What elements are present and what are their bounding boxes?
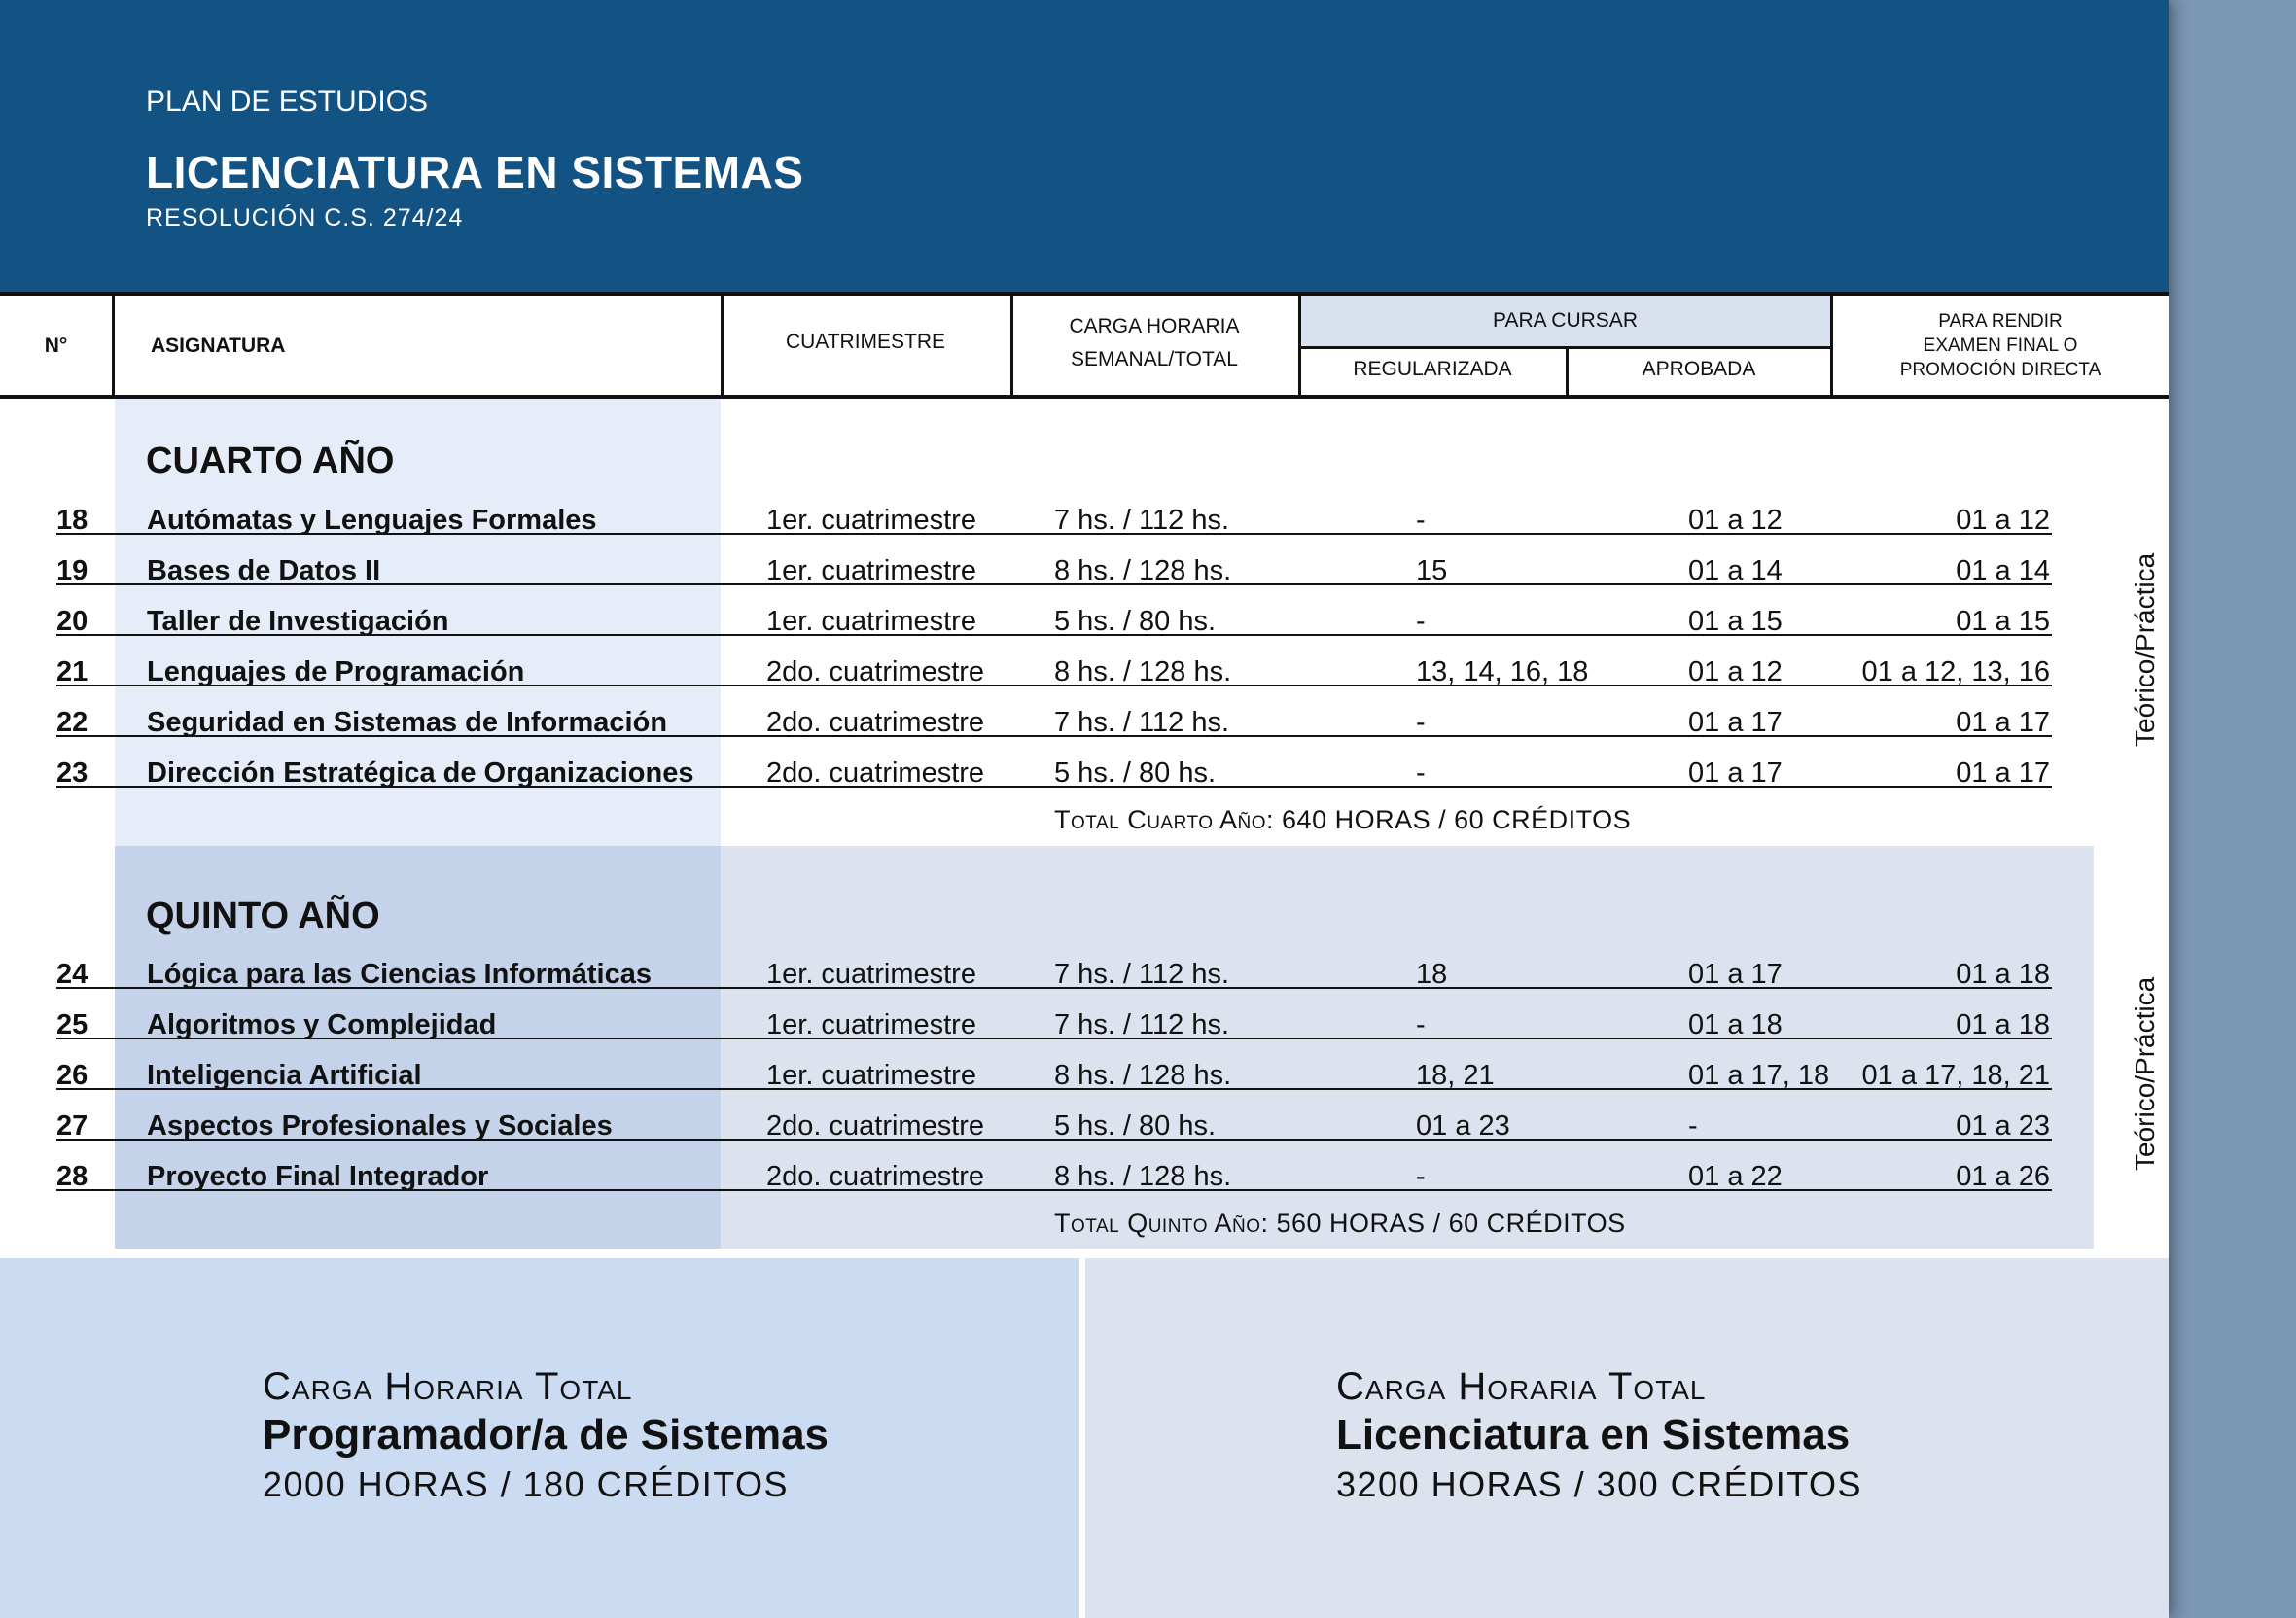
cell-rendir: 01 a 23 (1956, 1110, 2050, 1142)
cell-regularizada: 18 (1416, 959, 1448, 990)
table-row (56, 989, 2052, 1039)
col-para-cursar-header: PARA CURSAR (1493, 309, 1638, 332)
table-row (56, 737, 2052, 788)
cell-num: 22 (56, 707, 88, 738)
cell-num: 21 (56, 656, 88, 687)
cell-regularizada: 01 a 23 (1416, 1110, 1510, 1142)
footer-label: Carga Horaria Total (1336, 1365, 1707, 1408)
cell-cuatrimestre: 1er. cuatrimestre (766, 505, 976, 536)
cell-aprobada: 01 a 14 (1688, 555, 1783, 586)
cell-asignatura: Inteligencia Artificial (147, 1060, 422, 1091)
cell-regularizada: - (1416, 1161, 1426, 1192)
cell-carga: 5 hs. / 80 hs. (1054, 757, 1217, 789)
table-row (56, 636, 2052, 686)
cell-carga: 8 hs. / 128 hs. (1054, 1060, 1232, 1091)
table-row (56, 1141, 2052, 1191)
cell-regularizada: 18, 21 (1416, 1060, 1495, 1091)
col-cuatrimestre-header: CUATRIMESTRE (785, 331, 946, 353)
page-title: LICENCIATURA EN SISTEMAS (146, 147, 804, 197)
cell-asignatura: Taller de Investigación (147, 606, 449, 637)
cell-aprobada: 01 a 17 (1688, 707, 1783, 738)
cell-num: 26 (56, 1060, 88, 1091)
cell-num: 24 (56, 959, 88, 990)
total-cuarto: Total Cuarto Año: 640 HORAS / 60 CRÉDITOS (1054, 805, 1632, 834)
cell-rendir: 01 a 14 (1956, 555, 2050, 586)
plan-label: PLAN DE ESTUDIOS (146, 86, 429, 118)
cell-regularizada: - (1416, 505, 1426, 536)
cell-aprobada: 01 a 17 (1688, 959, 1783, 990)
cell-rendir: 01 a 26 (1956, 1161, 2050, 1192)
cell-rendir: 01 a 15 (1956, 606, 2050, 637)
cell-cuatrimestre: 1er. cuatrimestre (766, 1009, 976, 1040)
cell-aprobada: 01 a 15 (1688, 606, 1783, 637)
cell-num: 23 (56, 757, 88, 789)
cell-carga: 5 hs. / 80 hs. (1054, 606, 1217, 637)
footer-hours: 2000 HORAS / 180 CRÉDITOS (263, 1464, 790, 1504)
table-row (56, 1090, 2052, 1141)
cell-rendir: 01 a 12, 13, 16 (1861, 656, 2050, 687)
cell-regularizada: - (1416, 606, 1426, 637)
table-header (0, 292, 2169, 399)
footer-degree-name: Licenciatura en Sistemas (1336, 1411, 1851, 1459)
footer-hours: 3200 HORAS / 300 CRÉDITOS (1336, 1464, 1863, 1504)
footer-degree-name: Programador/a de Sistemas (263, 1411, 830, 1459)
cell-aprobada: 01 a 22 (1688, 1161, 1783, 1192)
cell-regularizada: - (1416, 757, 1426, 789)
cell-aprobada: 01 a 17 (1688, 757, 1783, 789)
cell-carga: 7 hs. / 112 hs. (1054, 505, 1230, 536)
col-carga-header-line2: SEMANAL/TOTAL (1071, 348, 1238, 370)
cell-aprobada: 01 a 17, 18 (1688, 1060, 1830, 1091)
table-row (56, 535, 2052, 585)
cell-asignatura: Bases de Datos II (147, 555, 381, 586)
cell-carga: 5 hs. / 80 hs. (1054, 1110, 1217, 1142)
col-rendir-header-line2: EXAMEN FINAL O (1923, 335, 2078, 356)
table-row (56, 484, 2052, 535)
cell-num: 18 (56, 505, 88, 536)
cell-asignatura: Seguridad en Sistemas de Información (147, 707, 668, 738)
cell-asignatura: Lenguajes de Programación (147, 656, 525, 687)
cell-asignatura: Autómatas y Lenguajes Formales (147, 505, 597, 536)
cell-carga: 7 hs. / 112 hs. (1054, 959, 1230, 990)
cell-carga: 7 hs. / 112 hs. (1054, 1009, 1230, 1040)
cell-asignatura: Lógica para las Ciencias Informáticas (147, 959, 652, 990)
cell-num: 27 (56, 1110, 88, 1142)
cell-asignatura: Aspectos Profesionales y Sociales (147, 1110, 613, 1142)
cell-rendir: 01 a 17, 18, 21 (1861, 1060, 2050, 1091)
cell-aprobada: - (1688, 1110, 1698, 1142)
col-regularizada-header: REGULARIZADA (1353, 358, 1512, 380)
cell-rendir: 01 a 18 (1956, 959, 2050, 990)
table-row (56, 938, 2052, 989)
cell-num: 25 (56, 1009, 88, 1040)
cell-rendir: 01 a 17 (1956, 757, 2050, 789)
cell-aprobada: 01 a 12 (1688, 505, 1783, 536)
cell-carga: 8 hs. / 128 hs. (1054, 555, 1232, 586)
section-title-quinto: QUINTO AÑO (146, 896, 380, 936)
cell-rendir: 01 a 17 (1956, 707, 2050, 738)
cell-regularizada: - (1416, 707, 1426, 738)
total-quinto: Total Quinto Año: 560 HORAS / 60 CRÉDITOS (1054, 1209, 1626, 1238)
cell-cuatrimestre: 2do. cuatrimestre (766, 757, 985, 789)
cell-cuatrimestre: 2do. cuatrimestre (766, 1161, 985, 1192)
cell-asignatura: Algoritmos y Complejidad (147, 1009, 497, 1040)
side-label-quinto: Teórico/Práctica (2130, 976, 2160, 1171)
col-rendir-header-line1: PARA RENDIR (1938, 311, 2063, 332)
table-row (56, 585, 2052, 636)
col-rendir-header-line3: PROMOCIÓN DIRECTA (1899, 360, 2102, 380)
total-licenciatura-box (1085, 1258, 2169, 1618)
cell-aprobada: 01 a 18 (1688, 1009, 1783, 1040)
table-row (56, 1039, 2052, 1090)
col-carga-header-line1: CARGA HORARIA (1069, 315, 1240, 337)
cell-regularizada: 15 (1416, 555, 1448, 586)
cell-cuatrimestre: 1er. cuatrimestre (766, 959, 976, 990)
cell-carga: 7 hs. / 112 hs. (1054, 707, 1230, 738)
col-aprobada-header: APROBADA (1642, 358, 1756, 380)
resolution-label: RESOLUCIÓN C.S. 274/24 (146, 204, 464, 231)
cell-asignatura: Dirección Estratégica de Organizaciones (147, 757, 694, 789)
cell-carga: 8 hs. / 128 hs. (1054, 656, 1232, 687)
cell-rendir: 01 a 18 (1956, 1009, 2050, 1040)
cell-carga: 8 hs. / 128 hs. (1054, 1161, 1232, 1192)
cell-aprobada: 01 a 12 (1688, 656, 1783, 687)
table-row (56, 686, 2052, 737)
col-asignatura-header: ASIGNATURA (151, 334, 286, 357)
cell-cuatrimestre: 2do. cuatrimestre (766, 707, 985, 738)
cell-cuatrimestre: 2do. cuatrimestre (766, 656, 985, 687)
side-label-cuarto: Teórico/Práctica (2130, 552, 2160, 747)
cell-regularizada: - (1416, 1009, 1426, 1040)
divider (112, 296, 115, 395)
cell-regularizada: 13, 14, 16, 18 (1416, 656, 1589, 687)
cell-cuatrimestre: 1er. cuatrimestre (766, 555, 976, 586)
cell-num: 19 (56, 555, 88, 586)
cell-cuatrimestre: 1er. cuatrimestre (766, 1060, 976, 1091)
cell-num: 20 (56, 606, 88, 637)
cell-cuatrimestre: 2do. cuatrimestre (766, 1110, 985, 1142)
section-title-cuarto: CUARTO AÑO (146, 440, 395, 481)
total-programador-box (0, 1258, 1079, 1618)
cell-asignatura: Proyecto Final Integrador (147, 1161, 489, 1192)
cell-num: 28 (56, 1161, 88, 1192)
footer-label: Carga Horaria Total (263, 1365, 633, 1408)
cell-rendir: 01 a 12 (1956, 505, 2050, 536)
header-banner (0, 0, 2169, 292)
cell-cuatrimestre: 1er. cuatrimestre (766, 606, 976, 637)
col-num-header: N° (44, 334, 68, 357)
